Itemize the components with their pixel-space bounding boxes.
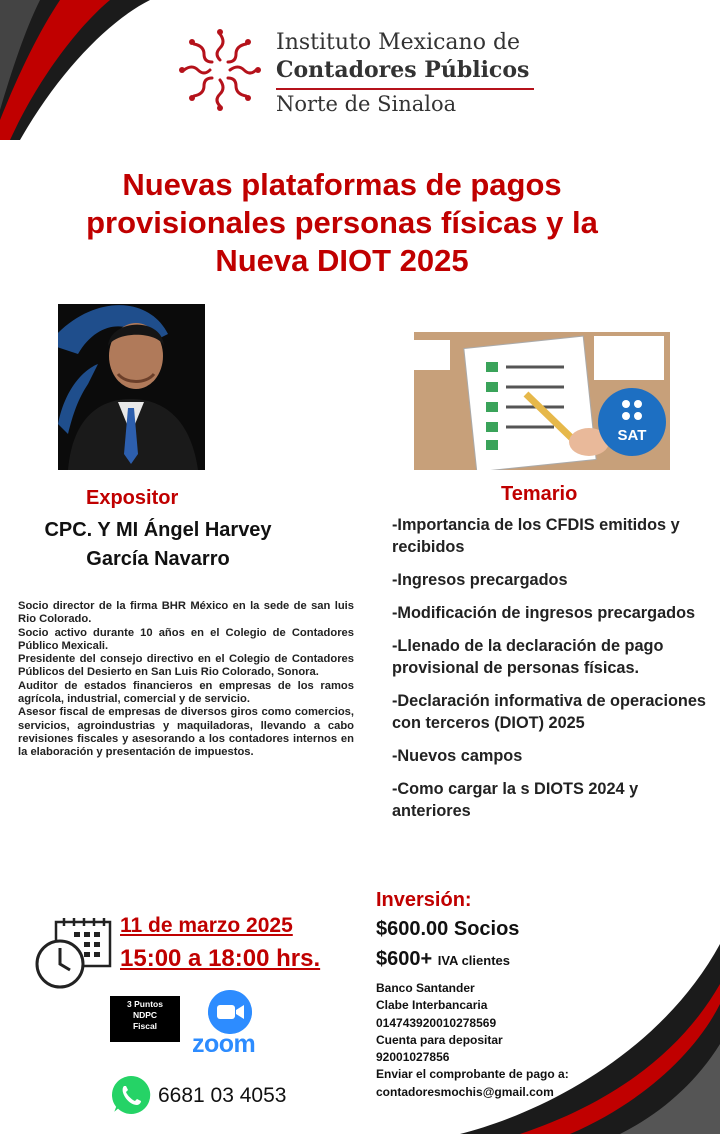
temario-item: -Declaración informativa de operaciones con terceros (DIOT) 2025	[392, 692, 706, 732]
imcp-logo-icon	[178, 28, 262, 112]
temario-list	[392, 514, 720, 833]
bio-paragraph: Presidente del consejo directivo en el Colegio de Contadores Públicos del Desierto en San Luis Rio Colorado, Sonora.	[18, 653, 354, 679]
calendar-clock-icon	[34, 918, 114, 990]
price-clientes	[376, 948, 510, 971]
temario-item: -Llenado de la declaración de pago provisional de personas físicas.	[392, 637, 664, 677]
temario-item: -Modificación de ingresos precargados	[392, 604, 696, 622]
account-number: 92001027856	[376, 1050, 450, 1065]
clabe-label: Clabe Interbancaria	[376, 998, 488, 1013]
logo-divider	[276, 88, 534, 90]
price-socios: $600.00 Socios	[376, 918, 520, 940]
points-line3: Fiscal	[132, 1021, 158, 1031]
account-label: Cuenta para depositar	[376, 1032, 503, 1047]
bio-paragraph: Socio director de la firma BHR México en la sede de san luis Rio Colorado.	[18, 600, 354, 626]
points-line2: NDPC	[132, 1010, 158, 1020]
corner-decoration-top-left	[0, 0, 150, 140]
logo-text-line3: Norte de Sinaloa	[276, 92, 457, 116]
speaker-name	[20, 516, 296, 574]
bio-paragraph: Socio activo durante 10 años en el Colegio de Contadores Público Mexicali.	[18, 626, 354, 652]
event-title-line1: Nuevas plataformas de pagos	[122, 167, 562, 202]
speaker-photo	[58, 304, 205, 470]
event-title	[20, 166, 664, 280]
event-date: 11 de marzo 2025	[120, 914, 293, 937]
bank-name: Banco Santander	[376, 981, 475, 995]
logo-text-line2: Contadores Públicos	[276, 57, 530, 83]
speaker-name-line1: CPC. Y MI Ángel Harvey	[44, 519, 272, 541]
contact-email: contadoresmochis@gmail.com	[376, 1084, 554, 1099]
logo-text-line1: Instituto Mexicano de	[276, 30, 521, 55]
whatsapp-icon	[108, 1072, 154, 1118]
price-clientes-suffix: IVA clientes	[437, 953, 510, 968]
clabe-number: 014743920010278569	[376, 1015, 497, 1030]
zoom-wordmark: zoom	[192, 1030, 256, 1058]
event-title-line3: Nueva DIOT 2025	[215, 243, 469, 278]
points-line1: 3 Puntos	[127, 999, 163, 1009]
bio-paragraph: Auditor de estados financieros en empresas de los ramos agrícola, industrial, comercial y de servicio.	[18, 679, 354, 706]
sat-checklist-illustration	[414, 332, 670, 470]
expositor-heading: Expositor	[86, 487, 179, 509]
temario-heading: Temario	[501, 483, 578, 505]
bio-paragraph: Asesor fiscal de empresas de diversos giros como comercios, servicios, agroindustrias y maquiladoras, llevando a cabo revisiones fiscales y asesorando a los contadores internos en la elaboración y presentación de impuestos.	[18, 706, 354, 759]
send-receipt-label: Enviar el comprobante de pago a:	[376, 1067, 569, 1082]
inversion-heading: Inversión:	[376, 889, 472, 911]
event-title-line2: provisionales personas físicas y la	[86, 205, 598, 240]
ndpc-points-badge	[110, 996, 180, 1042]
temario-item: -Ingresos precargados	[392, 571, 568, 589]
temario-item: -Como cargar la s DIOTS 2024 y anteriores	[392, 780, 639, 820]
price-clientes-amount: $600+	[376, 948, 433, 970]
temario-item: -Nuevos campos	[392, 747, 523, 765]
zoom-icon	[208, 990, 252, 1034]
event-time: 15:00 a 18:00 hrs.	[120, 945, 321, 972]
payment-details	[376, 980, 569, 1101]
svg-text:SAT: SAT	[617, 427, 647, 444]
speaker-bio	[18, 600, 354, 760]
speaker-name-line2: García Navarro	[86, 548, 230, 570]
contact-phone: 6681 03 4053	[158, 1084, 287, 1107]
temario-item: -Importancia de los CFDIS emitidos y recibidos	[392, 516, 680, 556]
